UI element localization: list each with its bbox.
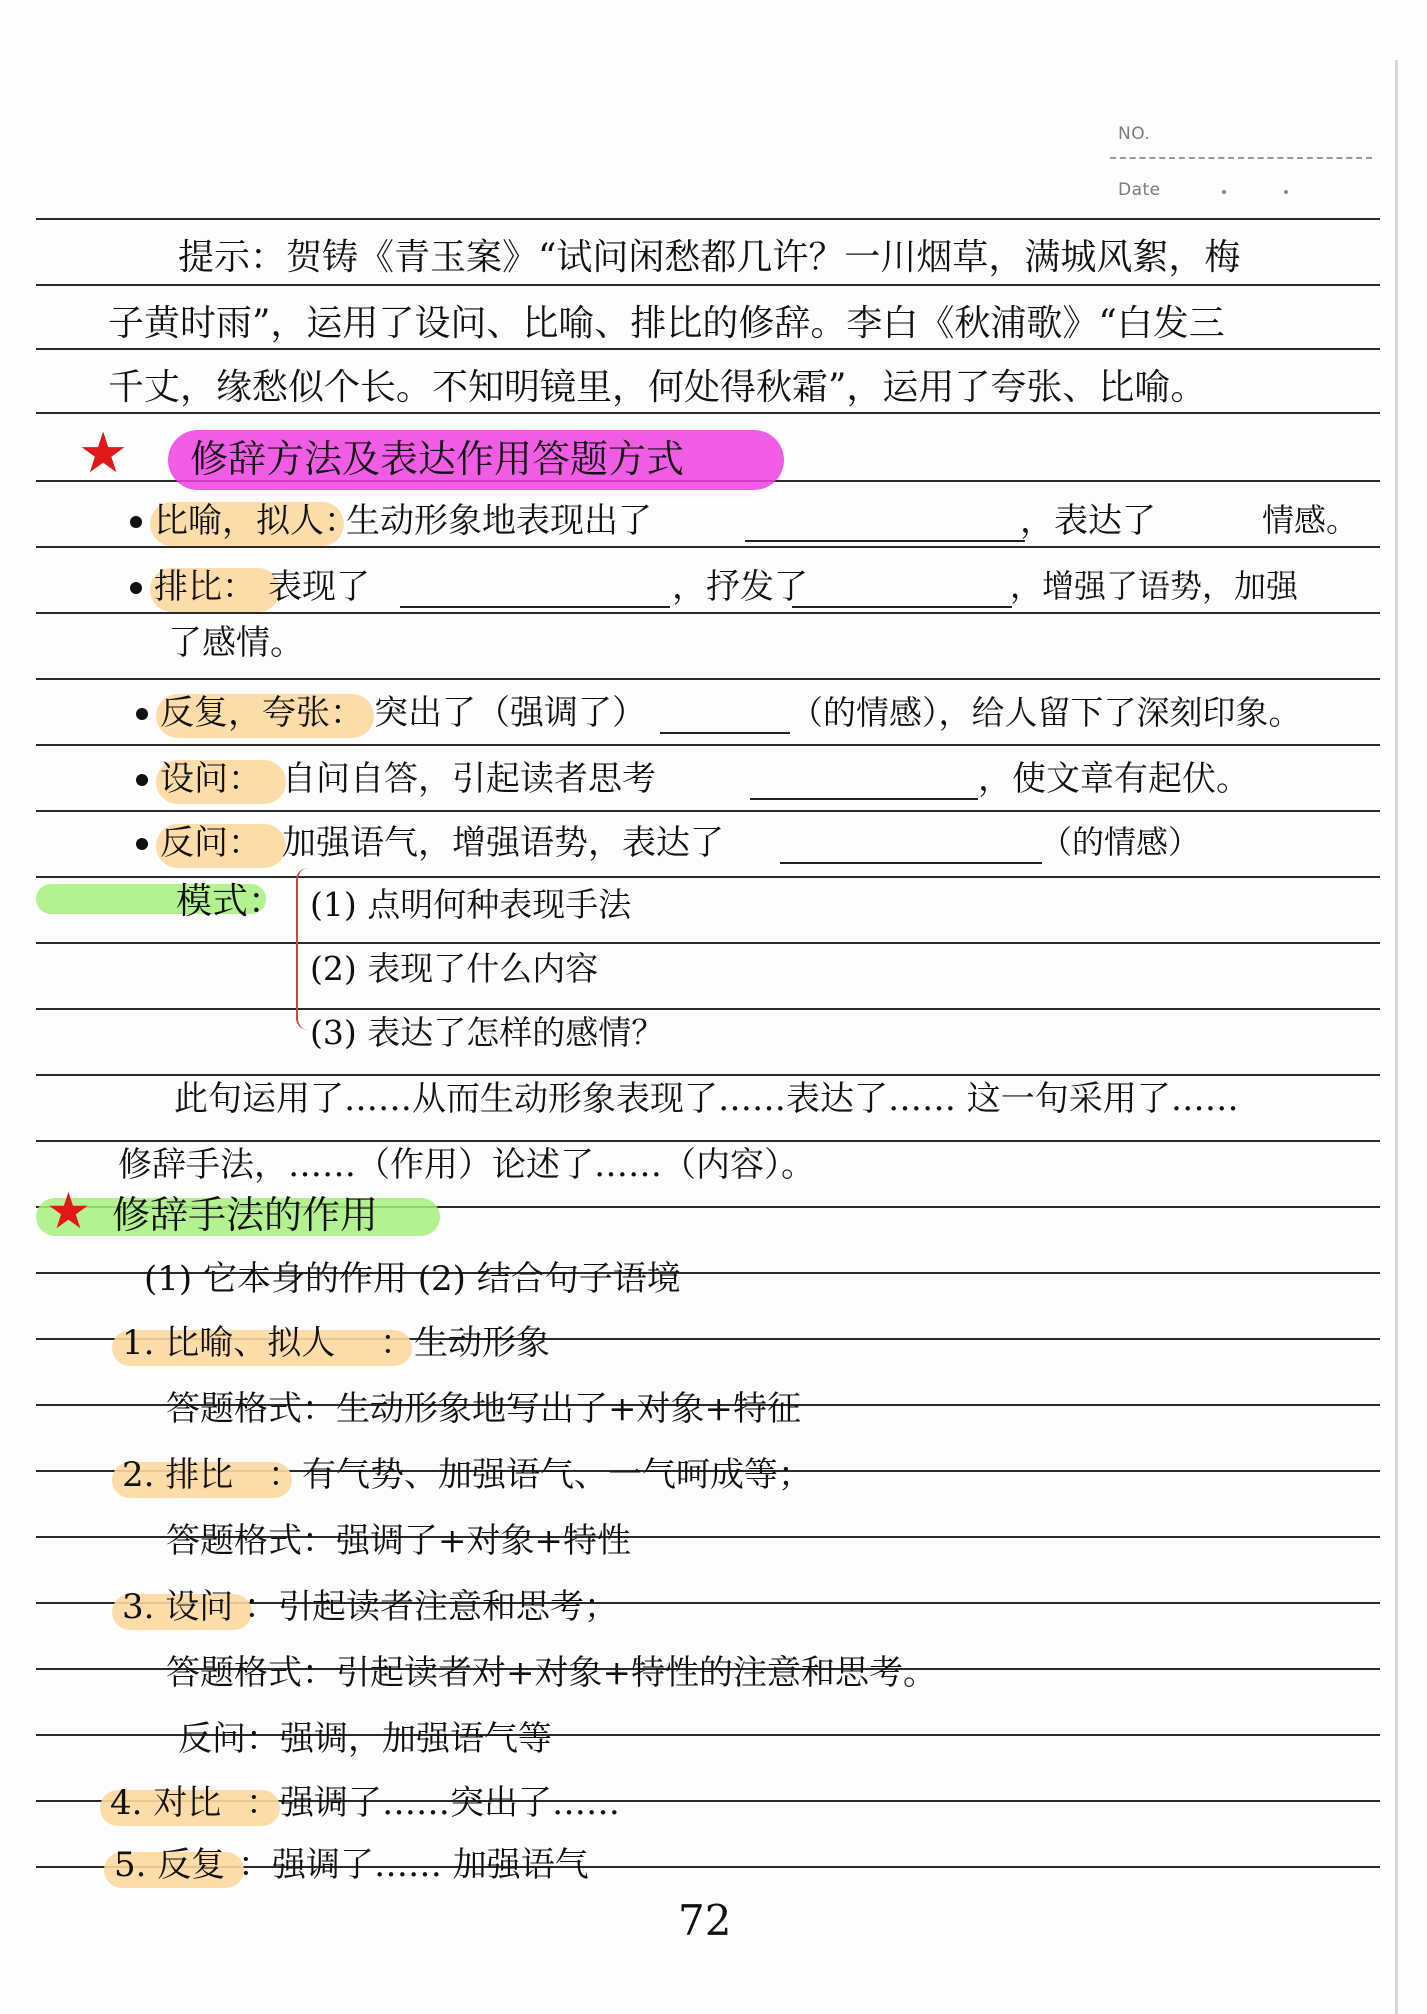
date-label: Date: [1118, 180, 1161, 200]
blank-line: [745, 540, 1025, 542]
entry-label: 1. 比喻、拟人: [122, 1323, 336, 1363]
entry-label: 5. 反复: [114, 1845, 226, 1885]
ruled-line: [36, 412, 1380, 414]
bullet: [130, 582, 142, 594]
entry-text: 答题格式：强调了+对象+特性: [166, 1521, 631, 1561]
entry-label: 2. 排比: [122, 1455, 234, 1495]
entry-label: 4. 对比: [110, 1783, 222, 1823]
ruled-line: [36, 284, 1380, 286]
entry-text: 答题格式：引起读者对+对象+特性的注意和思考。: [166, 1653, 937, 1693]
item-end: ，增强了语势，加强: [1010, 567, 1299, 605]
hint-line-1: 提示：贺铸《青玉案》“试问闲愁都几许？一川烟草，满城风絮，梅: [178, 237, 1241, 278]
ruled-line: [36, 218, 1380, 220]
item-text: 生动形象地表现出了: [346, 501, 652, 541]
date-dot: [1222, 190, 1226, 194]
mode-step: (3) 表达了怎样的感情？: [310, 1013, 665, 1052]
entry-text: ：生动形象: [380, 1323, 550, 1363]
ruled-line: [36, 1140, 1380, 1142]
template-line-1: 此句运用了……从而生动形象表现了……表达了…… 这一句采用了……: [174, 1079, 1239, 1119]
item-text: 加强语气，增强语势，表达了: [282, 823, 724, 863]
template-line-2: 修辞手法，……（作用）论述了……（内容）。: [118, 1145, 815, 1185]
bullet: [136, 708, 148, 720]
item-mid: ，使文章有起伏。: [978, 759, 1250, 799]
mode-step: (2) 表现了什么内容: [310, 949, 599, 988]
entry-text: ：有气势、加强语气、一气呵成等；: [268, 1455, 812, 1495]
entry-text: ：强调了…… 加强语气: [238, 1845, 589, 1885]
ruled-line: [36, 348, 1380, 350]
blank-line: [750, 798, 978, 800]
section2-sub: (1) 它本身的作用 (2) 结合句子语境: [144, 1259, 681, 1299]
mode-step: (1) 点明何种表现手法: [310, 885, 632, 924]
blank-line: [792, 606, 1012, 608]
section1-title: 修辞方法及表达作用答题方式: [190, 437, 685, 481]
item-cont: 了感情。: [168, 623, 304, 663]
item-mid: （的情感）: [1040, 823, 1201, 861]
item-text: 突出了（强调了）: [374, 693, 646, 733]
entry-text: ：强调了……突出了……: [246, 1783, 620, 1823]
section2-title: 修辞手法的作用: [112, 1193, 379, 1237]
ruled-line: [36, 744, 1380, 746]
date-dot: [1284, 190, 1288, 194]
star-icon: ★: [46, 1182, 91, 1240]
item-text: 表现了: [268, 567, 370, 607]
entry-label: 3. 设问: [122, 1587, 234, 1627]
no-dash-line: [1110, 157, 1372, 159]
item-label: 排比：: [154, 567, 256, 607]
item-mid: ，抒发了: [672, 567, 808, 607]
blank-line: [400, 606, 670, 608]
ruled-line: [36, 612, 1380, 614]
item-label: 反复，夸张：: [160, 693, 364, 733]
ruled-line: [36, 810, 1380, 812]
item-label: 比喻，拟人：: [154, 501, 358, 541]
hint-line-2: 子黄时雨”，运用了设问、比喻、排比的修辞。李白《秋浦歌》“白发三: [108, 303, 1225, 344]
ruled-line: [36, 876, 1380, 878]
bullet: [130, 516, 142, 528]
entry-text: 反问：强调，加强语气等: [178, 1719, 552, 1759]
star-icon: ★: [78, 421, 129, 486]
mode-brace: [296, 868, 310, 1030]
item-end: 情感。: [1262, 501, 1359, 539]
blank-line: [780, 862, 1042, 864]
entry-text: 答题格式：生动形象地写出了+对象+特征: [166, 1389, 801, 1429]
item-label: 设问：: [160, 759, 262, 799]
mode-label: 模式：: [176, 881, 285, 922]
ruled-line: [36, 1008, 1380, 1010]
no-label: NO.: [1118, 124, 1151, 144]
ruled-line: [36, 1074, 1380, 1076]
entry-text: ：引起读者注意和思考；: [244, 1587, 618, 1627]
item-mid: ，表达了: [1020, 501, 1156, 541]
item-mid: （的情感），给人留下了深刻印象。: [790, 693, 1302, 732]
blank-line: [660, 732, 790, 734]
ruled-line: [36, 942, 1380, 944]
item-text: 自问自答，引起读者思考: [282, 759, 656, 799]
item-label: 反问：: [160, 823, 262, 863]
ruled-line: [36, 678, 1380, 680]
hint-line-3: 千丈，缘愁似个长。不知明镜里，何处得秋霜”，运用了夸张、比喻。: [108, 367, 1207, 408]
page-number: 72: [678, 1896, 732, 1945]
bullet: [136, 838, 148, 850]
page-edge: [1395, 60, 1398, 2014]
bullet: [136, 774, 148, 786]
ruled-line: [36, 546, 1380, 548]
